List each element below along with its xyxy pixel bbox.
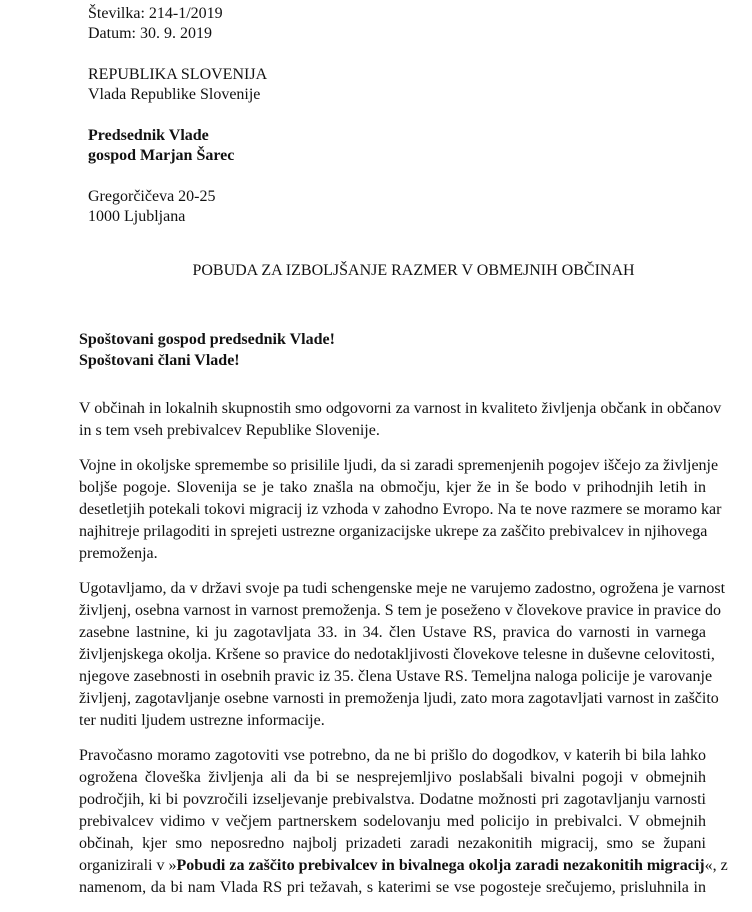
paragraph <box>79 745 728 899</box>
text-line: in s tem vseh prebivalcev Republike Slovenije. <box>79 422 380 439</box>
text-line: premoženja. <box>79 545 158 562</box>
text-line: ter nuditi ljudem ustrezne informacije. <box>79 712 325 729</box>
letter-body <box>79 398 728 912</box>
text-line: Pravočasno moramo zagotoviti vse potrebno, da ne bi prišlo do dogodkov, v katerih bi bila lahko <box>79 747 706 764</box>
text-suffix: «, z <box>704 857 728 874</box>
text-line: življenjskega okolja. Kršene so pravice do nedotakljivosti človekove telesne in duševne celovitosti, <box>79 646 715 663</box>
text-line: prebivalcev vidimo v večjem partnerskem sodelovanju med policijo in prebivalci. V obmejnih <box>79 813 706 830</box>
text-line-with-bold <box>79 855 728 877</box>
text-prefix: organizirali v » <box>79 857 177 874</box>
address-city: 1000 Ljubljana <box>88 208 186 225</box>
initiative-name: Pobudi za zaščito prebivalcev in bivalnega okolja zaradi nezakonitih migracij <box>176 857 705 874</box>
address-street: Gregorčičeva 20-25 <box>88 188 216 205</box>
salutation <box>79 329 335 371</box>
paragraph <box>79 398 722 442</box>
recipient-org-line: Vlada Republike Slovenije <box>88 86 261 103</box>
letter-date: Datum: 30. 9. 2019 <box>88 25 212 42</box>
recipient-person <box>88 126 267 166</box>
reference-number: Številka: 214-1/2019 <box>88 5 223 22</box>
text-line: Ugotavljamo, da v državi svoje pa tudi schengenske meje ne varujemo zadostno, ogrožena je varnost <box>79 580 726 597</box>
reference-block <box>88 4 267 44</box>
text-line: Vojne in okoljske spremembe so prisilile ljudi, da si zaradi spremenjenih pogojev iščejo za življenje <box>79 457 719 474</box>
text-line: področjih, ki bi povzročili izseljevanje prebivalstva. Dodatne možnosti pri zagotavljanju varnosti <box>79 791 706 808</box>
text-line: občinah, kjer smo neposredno najbolj prizadeti zaradi nezakonitih migracij, smo se župani <box>79 835 706 852</box>
text-line: boljše pogoje. Slovenija se je tako znašla na območju, kjer že in še bodo v prihodnjih letih in <box>79 479 706 496</box>
text-line: V občinah in lokalnih skupnostih smo odgovorni za varnost in kvaliteto življenja občank in občanov <box>79 400 722 417</box>
recipient-name: gospod Marjan Šarec <box>88 147 235 164</box>
text-line: življenj, osebna varnost in varnost premoženja. S tem je poseženo v človekove pravice in pravice do <box>79 602 722 619</box>
text-line: namenom, da bi nam Vlada RS pri težavah, s katerimi se vse pogosteje srečujemo, prisluhnila in <box>79 879 706 896</box>
text-line: desetletjih potekali tokovi migracij iz vzhoda v zahodno Evropo. Na te nove razmere se moramo kar <box>79 501 722 518</box>
text-line: najhitreje prilagoditi in sprejeti ustrezne organizacijske ukrepe za zaščito prebivalcev in njihovega <box>79 523 708 540</box>
text-line: življenj, zagotavljanje osebne varnosti in premoženja ljudi, zato mora zagotavljati varnost in zaščito <box>79 690 719 707</box>
recipient-address <box>88 187 267 227</box>
paragraph <box>79 455 722 565</box>
recipient-title: Predsednik Vlade <box>88 127 209 144</box>
salutation-line: Spoštovani gospod predsednik Vlade! <box>79 331 335 348</box>
salutation-line: Spoštovani člani Vlade! <box>79 352 240 369</box>
document-title: POBUDA ZA IZBOLJŠANJE RAZMER V OBMEJNIH OBČINAH <box>192 262 635 279</box>
recipient-organization <box>88 65 267 105</box>
letter-header <box>88 4 267 248</box>
text-line: ogrožena človeška življenja ali da bi se nesprejemljivo poslabšali bivalni pogoji v obmejnih <box>79 769 706 786</box>
text-line: njegove zasebnosti in osebnih pravic iz 35. člena Ustave RS. Temeljna naloga policije je varovanje <box>79 668 713 685</box>
paragraph <box>79 578 726 732</box>
text-line: zasebne lastnine, ki ju zagotavljata 33. in 34. člen Ustave RS, pravica do varnosti in varnega <box>79 624 706 641</box>
recipient-org-line: REPUBLIKA SLOVENIJA <box>88 66 268 83</box>
